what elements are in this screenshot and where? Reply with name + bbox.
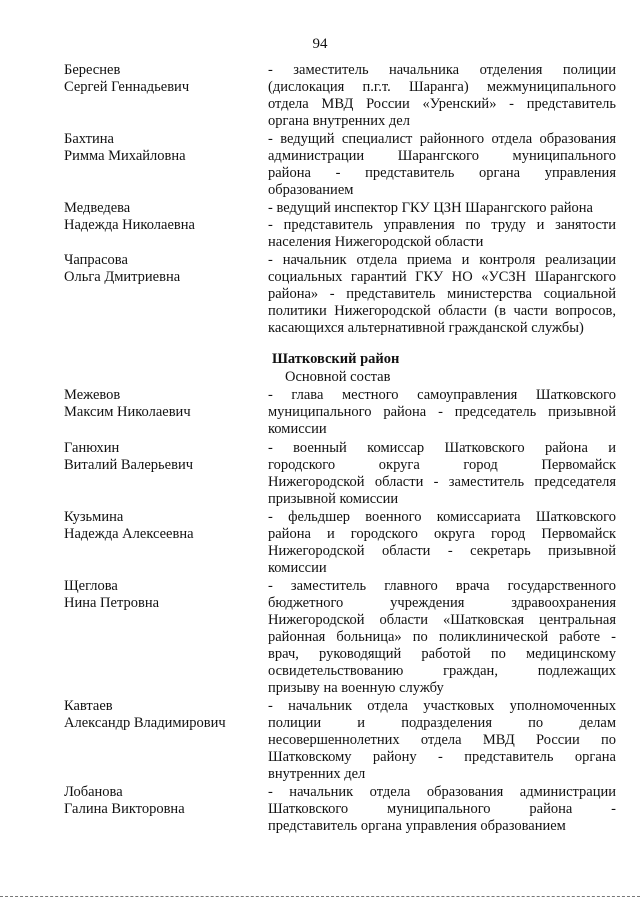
- role-line: бюджетного учреждения здравоохранения: [268, 595, 616, 611]
- member-role: [268, 784, 616, 835]
- member-role: [268, 698, 616, 783]
- member-surname: Кавтаев: [64, 698, 113, 714]
- role-line: - начальник отдела участковых уполномоченных: [268, 698, 616, 714]
- role-line: - военный комиссар Шатковского района и: [268, 440, 616, 456]
- role-line: Нижегородской области - заместитель председателя: [268, 474, 616, 490]
- role-line: района» - представитель министерства социальной: [268, 286, 616, 302]
- role-line: политики Нижегородской области (в части вопросов,: [268, 303, 616, 319]
- member-name: [64, 62, 264, 96]
- role-line: врач, руководящий работой по медицинскому: [268, 646, 616, 662]
- member-role: [268, 200, 616, 251]
- role-line: комиссии: [268, 421, 327, 437]
- role-line: администрации Шарангского муниципального: [268, 148, 616, 164]
- role-line: социальных гарантий ГКУ НО «УСЗН Шарангского: [268, 269, 616, 285]
- member-role: [268, 131, 616, 199]
- role-line: полиции и подразделения по делам: [268, 715, 616, 731]
- member-given-names: Надежда Николаевна: [64, 217, 195, 233]
- member-role: [268, 578, 616, 697]
- member-surname: Лобанова: [64, 784, 123, 800]
- role-line: - заместитель главного врача государственного: [268, 578, 616, 594]
- role-line: (дислокация п.г.т. Шаранга) межмуниципального: [268, 79, 616, 95]
- member-name: [64, 200, 264, 234]
- role-line: - глава местного самоуправления Шатковского: [268, 387, 616, 403]
- member-name: [64, 252, 264, 286]
- member-name: [64, 387, 264, 421]
- member-given-names: Надежда Алексеевна: [64, 526, 194, 542]
- member-role: [268, 440, 616, 508]
- role-line: - ведущий специалист районного отдела образования: [268, 131, 616, 147]
- member-given-names: Александр Владимирович: [64, 715, 226, 731]
- role-line: представитель органа управления образованием: [268, 818, 566, 834]
- role-line: населения Нижегородской области: [268, 234, 484, 250]
- role-line: освидетельствованию граждан, подлежащих: [268, 663, 616, 679]
- member-surname: Медведева: [64, 200, 131, 216]
- member-given-names: Виталий Валерьевич: [64, 457, 193, 473]
- member-role: [268, 387, 616, 438]
- role-line: Шатковскому району - представитель органа: [268, 749, 616, 765]
- page-number: 94: [312, 36, 328, 52]
- member-name: [64, 131, 264, 165]
- role-line: несовершеннолетних отдела МВД России по: [268, 732, 616, 748]
- role-line: городского округа город Первомайск: [268, 457, 616, 473]
- member-name: [64, 509, 264, 543]
- role-line: отдела МВД России «Уренский» - представитель: [268, 96, 616, 112]
- member-name: [64, 440, 264, 474]
- member-surname: Бахтина: [64, 131, 114, 147]
- role-line: - фельдшер военного комиссариата Шатковского: [268, 509, 616, 525]
- role-line: образованием: [268, 182, 354, 198]
- member-given-names: Римма Михайловна: [64, 148, 186, 164]
- member-role: [268, 62, 616, 130]
- member-surname: Чапрасова: [64, 252, 128, 268]
- role-line: призыву на военную службу: [268, 680, 444, 696]
- role-line: комиссии: [268, 560, 327, 576]
- member-given-names: Сергей Геннадьевич: [64, 79, 190, 95]
- member-role: [268, 509, 616, 577]
- member-surname: Ганюхин: [64, 440, 120, 456]
- role-line: - начальник отдела образования администрации: [268, 784, 616, 800]
- role-line: - начальник отдела приема и контроля реализации: [268, 252, 616, 268]
- member-surname: Береснев: [64, 62, 121, 78]
- role-line: Нижегородской области - секретарь призывной: [268, 543, 616, 559]
- role-line: района и городского округа город Первомайск: [268, 526, 616, 542]
- member-surname: Щеглова: [64, 578, 118, 594]
- member-surname: Межевов: [64, 387, 121, 403]
- member-surname: Кузьмина: [64, 509, 124, 525]
- member-name: [64, 784, 264, 818]
- role-line: Шатковского муниципального района -: [268, 801, 616, 817]
- member-given-names: Максим Николаевич: [64, 404, 191, 420]
- page-bottom-rule: [0, 896, 640, 897]
- section-subtitle: Основной состав: [285, 369, 391, 385]
- member-name: [64, 578, 264, 612]
- role-line: призывной комиссии: [268, 491, 399, 507]
- role-line: муниципального района - председатель призывной: [268, 404, 616, 420]
- role-line: - представитель управления по труду и занятости: [268, 217, 616, 233]
- role-line: внутренних дел: [268, 766, 366, 782]
- member-name: [64, 698, 264, 732]
- role-line: - заместитель начальника отделения полиции: [268, 62, 616, 78]
- section-title: Шатковский район: [272, 351, 400, 367]
- role-line: районная больница» по поликлинической работе -: [268, 629, 616, 645]
- member-role: [268, 252, 616, 337]
- member-given-names: Ольга Дмитриевна: [64, 269, 181, 285]
- role-line: Нижегородской области «Шатковская центральная: [268, 612, 616, 628]
- member-given-names: Галина Викторовна: [64, 801, 185, 817]
- role-line: касающихся альтернативной гражданской службы): [268, 320, 584, 336]
- role-line: - ведущий инспектор ГКУ ЦЗН Шарангского района: [268, 200, 593, 216]
- role-line: органа внутренних дел: [268, 113, 410, 129]
- role-line: района - представитель органа управления: [268, 165, 616, 181]
- member-given-names: Нина Петровна: [64, 595, 160, 611]
